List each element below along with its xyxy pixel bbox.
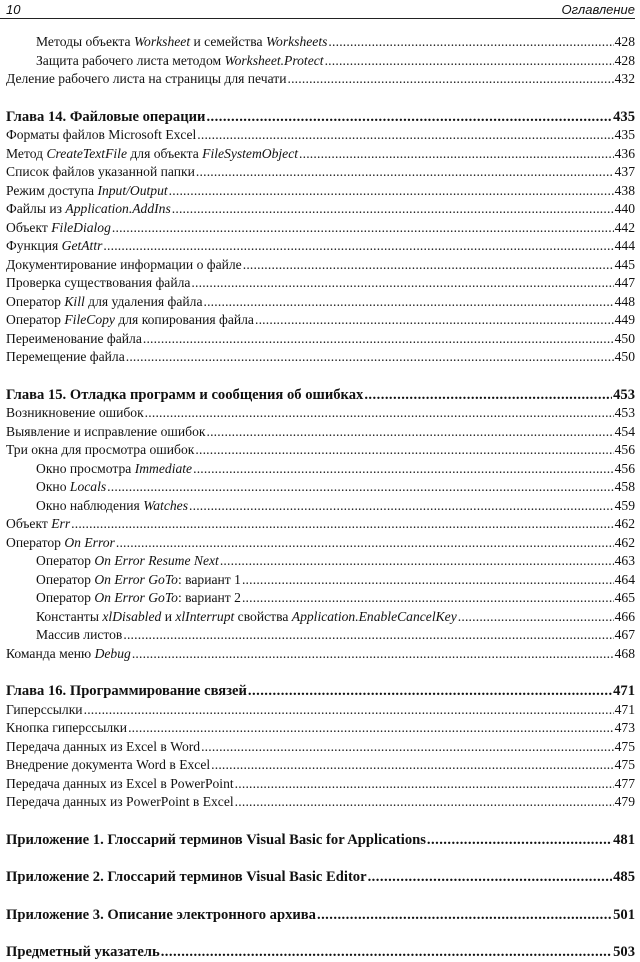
toc-title-part: Окно просмотра (36, 460, 135, 476)
dot-leader (161, 943, 612, 962)
toc-page-number: 436 (614, 145, 635, 161)
toc-title-code-part: FileSystemObject (202, 145, 299, 161)
toc-title-part: Глава 16. Программирование связей (6, 683, 247, 699)
toc-entry-title (6, 775, 234, 794)
toc-page-number: 437 (614, 164, 635, 179)
toc-page-number: 448 (614, 293, 635, 309)
toc-entry-title (6, 943, 160, 962)
toc-title-code-part: Debug (94, 645, 131, 661)
toc-entry-title (36, 497, 188, 516)
toc-title-part: Оператор (36, 553, 95, 568)
dot-leader (364, 386, 612, 405)
toc-title-part: Файлы из (6, 201, 66, 216)
toc-entry-title (6, 274, 190, 293)
toc-entry-title (6, 682, 247, 701)
dot-leader (255, 311, 614, 330)
dot-leader (220, 552, 614, 571)
toc-entry-title (36, 626, 122, 645)
toc-page-number: 456 (614, 460, 635, 476)
dot-leader (116, 534, 614, 553)
dot-leader (126, 348, 614, 367)
toc-entry-title (6, 219, 111, 238)
toc-title-part: Оператор (36, 571, 95, 587)
toc-entry[interactable] (6, 348, 635, 367)
toc-entry-title (6, 793, 234, 812)
toc-entry[interactable] (6, 756, 635, 775)
toc-page-number: 475 (614, 738, 635, 754)
toc-entry-title (6, 831, 426, 850)
toc-entry-title (6, 423, 205, 442)
toc-entry[interactable] (6, 645, 635, 664)
toc-entry[interactable] (6, 515, 635, 534)
toc-title-part: Предметный указатель (6, 944, 160, 960)
toc-page-number: 435 (614, 127, 635, 142)
toc-chapter-entry[interactable] (6, 906, 635, 925)
toc-entry[interactable] (6, 330, 635, 349)
toc-title-part: Передача данных из PowerPoint в Excel (6, 794, 234, 809)
toc-chapter-entry[interactable] (6, 868, 635, 887)
toc-title-part: Команда меню (6, 645, 95, 661)
toc-entry-title (6, 738, 200, 757)
toc-title-part: Переименование файла (6, 330, 142, 346)
toc-title-part: : вариант 1 (177, 571, 241, 587)
toc-entry[interactable] (6, 626, 635, 645)
dot-leader (191, 274, 613, 293)
toc-title-part: Возникновение ошибок (6, 405, 144, 420)
toc-title-part: Документирование информации о файле (6, 256, 242, 272)
toc-entry[interactable] (6, 738, 635, 757)
toc-entry[interactable] (6, 534, 635, 553)
toc-page-number: 458 (614, 479, 635, 494)
toc-title-part: Глава 14. Файловые операции (6, 108, 206, 125)
toc-entry-title (6, 108, 205, 127)
dot-leader (427, 831, 612, 850)
toc-title-code-part: On Error Resume Next (94, 553, 219, 568)
toc-page-number: 428 (614, 34, 635, 49)
toc-entry[interactable] (6, 478, 635, 497)
toc-page-number: 456 (614, 442, 635, 457)
toc-entry[interactable] (6, 423, 635, 442)
toc-entry-title (6, 348, 125, 367)
toc-title-part: Передача данных из Excel в PowerPoint (6, 775, 234, 791)
dot-leader (71, 515, 613, 534)
toc-entry-title (6, 311, 254, 330)
toc-title-part: Внедрение документа Word в Excel (6, 757, 211, 772)
toc-page-number: 462 (614, 516, 635, 531)
toc-entry[interactable] (6, 145, 635, 164)
toc-title-part: Три окна для просмотра ошибок (6, 442, 195, 457)
toc-page-number: 503 (613, 944, 635, 960)
toc-chapter-entry[interactable] (6, 108, 635, 127)
toc-entry[interactable] (6, 293, 635, 312)
toc-entry[interactable] (6, 52, 635, 71)
toc-title-code-part: Locals (69, 479, 107, 494)
toc-page-number: 444 (614, 238, 635, 253)
dot-leader (328, 33, 613, 52)
toc-entry[interactable] (6, 126, 635, 145)
toc-page-number: 432 (614, 71, 635, 86)
toc-title-code-part: Worksheets (265, 34, 328, 49)
toc-entry[interactable] (6, 571, 635, 590)
toc-page-number: 440 (614, 201, 635, 216)
toc-title-code-part: CreateTextFile (46, 145, 127, 161)
toc-entry[interactable] (6, 200, 635, 219)
toc-title-code-part: Input/Output (97, 182, 168, 198)
toc-entry-title (6, 145, 298, 164)
toc-entry-title (6, 645, 131, 664)
toc-entry-title (6, 534, 115, 553)
dot-leader (84, 701, 614, 720)
toc-title-part: Константы (36, 608, 103, 624)
toc-page-number: 435 (613, 108, 635, 125)
toc-title-code-part: Err (51, 516, 71, 531)
toc-entry-title (36, 52, 324, 71)
toc-title-part: Объект (6, 219, 52, 235)
toc-page-number: 463 (614, 553, 635, 568)
dot-leader (193, 460, 614, 479)
toc-title-part: Приложение 3. Описание электронного архива (6, 906, 316, 923)
toc-title-code-part: FileDialog (51, 219, 111, 235)
dot-leader (103, 237, 613, 256)
toc-page-number: 449 (614, 312, 635, 327)
toc-title-part: Кнопка гиперссылки (6, 720, 128, 735)
toc-entry-title (6, 330, 142, 349)
dot-leader (145, 404, 614, 423)
toc-entry-title (6, 441, 194, 460)
toc-title-part: Передача данных из Excel в Word (6, 738, 201, 754)
toc-page-number: 462 (614, 534, 635, 550)
toc-title-code-part: xlInterrupt (175, 608, 235, 624)
dot-leader (206, 108, 612, 127)
toc-entry-title (36, 478, 106, 497)
toc-entry[interactable] (6, 237, 635, 256)
toc-title-part: Глава 15. Отладка программ и сообщения об ошибках (6, 386, 364, 403)
toc-entry-title (6, 719, 127, 738)
toc-title-part: для объекта (126, 145, 203, 161)
toc-entry-title (6, 256, 242, 275)
toc-entry[interactable] (6, 256, 635, 275)
toc-title-part: Окно (36, 479, 70, 494)
toc-entry[interactable] (6, 701, 635, 720)
toc-page-number: 466 (614, 608, 635, 624)
toc-entry-title (6, 70, 286, 89)
dot-leader (206, 423, 613, 442)
toc-chapter-entry[interactable] (6, 386, 635, 405)
dot-leader (169, 182, 614, 201)
toc-entry-title (6, 701, 83, 720)
dot-leader (368, 868, 613, 887)
toc-entry-title (6, 182, 168, 201)
toc-page-number: 481 (613, 831, 635, 848)
dot-leader (235, 775, 614, 794)
toc-chapter-entry[interactable] (6, 831, 635, 850)
toc-page-number: 464 (614, 571, 635, 587)
toc-entry[interactable] (6, 33, 635, 52)
toc-title-code-part: GetAttr (61, 238, 103, 253)
dot-leader (195, 441, 613, 460)
running-header (6, 0, 635, 19)
dot-leader (458, 608, 614, 627)
toc-entry-title (6, 237, 102, 256)
toc-title-part: Окно наблюдения (36, 497, 144, 513)
toc-title-part: Перемещение файла (6, 349, 125, 364)
toc-page-number: 450 (614, 349, 635, 364)
toc-title-part: Метод (6, 145, 47, 161)
toc-title-code-part: On Error GoTo (94, 571, 178, 587)
toc-page-number: 445 (614, 256, 635, 272)
toc-page-number: 447 (614, 275, 635, 290)
toc-title-part: и (161, 608, 176, 624)
toc-entry-title (6, 200, 171, 219)
toc-title-code-part: xlDisabled (102, 608, 162, 624)
toc-entry[interactable] (6, 497, 635, 516)
toc-entry-title (6, 163, 195, 182)
dot-leader (123, 626, 613, 645)
toc-spacer (6, 887, 635, 906)
toc-title-part: Приложение 1. Глоссарий терминов Visual Basic for Applications (6, 831, 426, 848)
toc-title-part: Список файлов указанной папки (6, 164, 195, 179)
toc-entry[interactable] (6, 274, 635, 293)
dot-leader (197, 126, 613, 145)
toc-title-part: свойства (234, 608, 292, 624)
dot-leader (211, 756, 613, 775)
dot-leader (248, 682, 612, 701)
toc-title-code-part: Watches (143, 497, 188, 513)
toc-spacer (6, 924, 635, 943)
toc-entry[interactable] (6, 608, 635, 627)
toc-title-code-part: Kill (64, 293, 85, 309)
toc-entry-title (36, 571, 241, 590)
toc-title-part: Оператор (6, 312, 65, 327)
toc-page-number: 479 (614, 794, 635, 809)
toc-title-part: Защита рабочего листа методом (36, 52, 225, 68)
toc-entry[interactable] (6, 441, 635, 460)
toc-page-number: 428 (614, 52, 635, 68)
dot-leader (325, 52, 614, 71)
toc-title-part: для копирования файла (114, 312, 254, 327)
toc-title-code-part: Immediate (134, 460, 193, 476)
dot-leader (107, 478, 613, 497)
toc-entry-title (36, 589, 241, 608)
toc-page-number: 471 (613, 683, 635, 699)
toc-title-code-part: Worksheet (133, 34, 191, 49)
dot-leader (317, 906, 612, 925)
toc-page-number: 467 (614, 627, 635, 642)
toc-title-part: для удаления файла (84, 293, 203, 309)
dot-leader (201, 738, 614, 757)
toc-spacer (6, 663, 635, 682)
toc-entry[interactable] (6, 775, 635, 794)
toc-entry-title (6, 868, 367, 887)
toc-page-number: 438 (614, 182, 635, 198)
dot-leader (132, 645, 614, 664)
toc-title-part: и семейства (190, 34, 266, 49)
toc-entry[interactable] (6, 552, 635, 571)
toc-page-number: 473 (614, 720, 635, 735)
toc-spacer (6, 812, 635, 831)
toc-page-number: 477 (614, 775, 635, 791)
toc-title-part: Выявление и исправление ошибок (6, 423, 206, 439)
dot-leader (235, 793, 614, 812)
page-number: 10 (6, 2, 21, 17)
toc-page-number: 450 (614, 330, 635, 346)
toc-spacer (6, 367, 635, 386)
toc-entry[interactable] (6, 589, 635, 608)
toc-entry-title (6, 293, 202, 312)
toc-title-part: Оператор (6, 534, 65, 550)
toc-title-part: : вариант 2 (177, 590, 241, 605)
toc-title-part: Гиперссылки (6, 701, 83, 717)
dot-leader (242, 571, 614, 590)
dot-leader (112, 219, 614, 238)
toc-entry[interactable] (6, 793, 635, 812)
toc-page-number: 453 (614, 405, 635, 420)
toc-title-part: Приложение 2. Глоссарий терминов Visual Basic Editor (6, 869, 367, 885)
toc-title-part: Оператор (6, 293, 65, 309)
toc-chapter-entry[interactable] (6, 682, 635, 701)
toc-title-part: Объект (6, 516, 52, 531)
dot-leader (196, 163, 614, 182)
section-title: Оглавление (561, 2, 635, 17)
toc-entry-title (6, 756, 210, 775)
toc-entry-title (6, 126, 196, 145)
toc-entry-title (6, 404, 144, 423)
toc-title-code-part: FileCopy (64, 312, 115, 327)
toc-page-number: 465 (614, 590, 635, 605)
toc-entry[interactable] (6, 163, 635, 182)
toc-page-number: 459 (614, 497, 635, 513)
header-rule (0, 18, 635, 19)
dot-leader (189, 497, 614, 516)
toc-page-number: 501 (613, 906, 635, 923)
toc-title-code-part: Application.AddIns (65, 201, 171, 216)
toc-page-number: 475 (614, 757, 635, 772)
toc-entry[interactable] (6, 404, 635, 423)
dot-leader (242, 589, 614, 608)
toc-page-number: 442 (614, 219, 635, 235)
toc-entry-title (36, 608, 457, 627)
toc-page-number: 454 (614, 423, 635, 439)
table-of-contents (6, 33, 635, 962)
toc-title-code-part: Worksheet.Protect (224, 52, 324, 68)
dot-leader (203, 293, 613, 312)
toc-entry-title (6, 906, 316, 925)
toc-entry-title (36, 552, 219, 571)
dot-leader (128, 719, 614, 738)
toc-title-part: Методы объекта (36, 34, 134, 49)
toc-title-code-part: On Error GoTo (94, 590, 178, 605)
toc-spacer (6, 849, 635, 868)
toc-page-number: 468 (614, 645, 635, 661)
toc-title-part: Функция (6, 238, 62, 253)
toc-entry[interactable] (6, 70, 635, 89)
toc-entry[interactable] (6, 719, 635, 738)
toc-entry[interactable] (6, 219, 635, 238)
toc-title-part: Оператор (36, 590, 95, 605)
toc-spacer (6, 89, 635, 108)
toc-title-part: Форматы файлов Microsoft Excel (6, 127, 197, 142)
dot-leader (287, 70, 613, 89)
toc-entry-title (36, 33, 327, 52)
toc-title-part: Проверка существования файла (6, 275, 191, 290)
toc-title-part: Массив листов (36, 627, 123, 642)
toc-page-number: 471 (614, 701, 635, 717)
dot-leader (299, 145, 614, 164)
toc-page-number: 453 (613, 386, 635, 403)
toc-title-code-part: Application.EnableCancelKey (291, 608, 457, 624)
dot-leader (172, 200, 614, 219)
toc-entry-title (6, 515, 70, 534)
toc-chapter-entry[interactable] (6, 943, 635, 962)
dot-leader (243, 256, 614, 275)
toc-title-part: Деление рабочего листа на страницы для печати (6, 71, 287, 86)
dot-leader (143, 330, 614, 349)
toc-title-code-part: On Error (64, 534, 115, 550)
toc-entry[interactable] (6, 311, 635, 330)
toc-title-part: Режим доступа (6, 182, 98, 198)
toc-entry[interactable] (6, 182, 635, 201)
toc-entry-title (6, 386, 363, 405)
toc-entry[interactable] (6, 460, 635, 479)
toc-entry-title (36, 460, 192, 479)
toc-page-number: 485 (613, 869, 635, 885)
